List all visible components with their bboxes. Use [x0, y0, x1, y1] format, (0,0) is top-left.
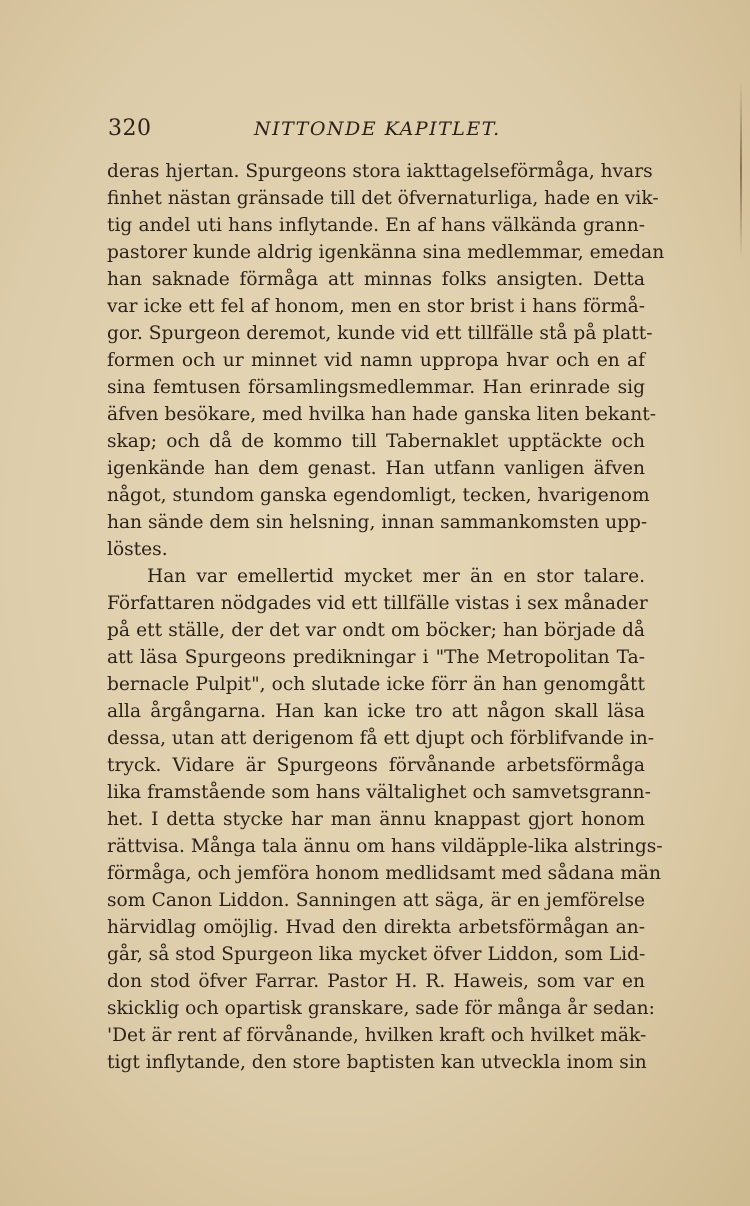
page-edge-shadow [740, 80, 742, 260]
page-header [108, 116, 648, 146]
text-line: något, stundom ganska egendomligt, tecken, hvarigenom [107, 485, 650, 506]
text-line: han saknade förmåga att minnas folks ansigten. Detta [107, 269, 645, 290]
body-text [107, 158, 665, 1076]
text-line: finhet nästan gränsade till det öfvernaturliga, hade en vik- [107, 188, 659, 209]
text-line: tryck. Vidare är Spurgeons förvånande arbetsförmåga [107, 755, 645, 776]
running-head: NITTONDE KAPITLET. [254, 118, 501, 140]
text-line: går, så stod Spurgeon lika mycket öfver Liddon, som Lid- [107, 944, 646, 965]
text-line: igenkände han dem genast. Han utfann vanligen äfven [107, 458, 645, 479]
text-line: het. I detta stycke har man ännu knappast gjort honom [107, 809, 645, 830]
text-line: Han var emellertid mycket mer än en stor talare. [147, 566, 645, 587]
text-line: tig andel uti hans inflytande. En af hans välkända grann- [107, 215, 645, 236]
text-line: tigt inflytande, den store baptisten kan utveckla inom sin [107, 1052, 647, 1073]
text-line: löstes. [107, 539, 168, 560]
text-line: att läsa Spurgeons predikningar i "The Metropolitan Ta- [107, 647, 645, 668]
text-line: härvidlag omöjlig. Hvad den direkta arbetsförmågan an- [107, 917, 645, 938]
text-line: Författaren nödgades vid ett tillfälle vistas i sex månader [107, 593, 648, 614]
text-line: förmåga, och jemföra honom medlidsamt med sådana män [107, 863, 661, 884]
text-line: don stod öfver Farrar. Pastor H. R. Haweis, som var en [107, 971, 645, 992]
text-line: som Canon Liddon. Sanningen att säga, är en jemförelse [107, 890, 645, 911]
text-line: han sände dem sin helsning, innan sammankomsten upp- [107, 512, 648, 533]
text-line: gor. Spurgeon deremot, kunde vid ett tillfälle stå på platt- [107, 323, 653, 344]
text-line: deras hjertan. Spurgeons stora iakttagelseförmåga, hvars [107, 161, 653, 182]
text-line: alla årgångarna. Han kan icke tro att någon skall läsa [107, 701, 645, 722]
text-line: sina femtusen församlingsmedlemmar. Han erinrade sig [107, 377, 645, 398]
page-number: 320 [108, 116, 152, 141]
text-line: rättvisa. Många tala ännu om hans vildäpple-lika alstrings- [107, 836, 663, 857]
text-line: 'Det är rent af förvånande, hvilken kraft och hvilket mäk- [107, 1025, 647, 1046]
text-line: bernacle Pulpit", och slutade icke förr än han genomgått [107, 674, 645, 695]
text-line: dessa, utan att derigenom få ett djupt och förblifvande in- [107, 728, 654, 749]
text-line: lika framstående som hans vältalighet och samvetsgrann- [107, 782, 651, 803]
text-line: äfven besökare, med hvilka han hade ganska liten bekant- [107, 404, 656, 425]
text-line: på ett ställe, der det var ondt om böcker; han började då [107, 620, 645, 641]
text-line: skicklig och opartisk granskare, sade för många år sedan: [107, 998, 655, 1019]
text-line: var icke ett fel af honom, men en stor brist i hans förmå- [107, 296, 645, 317]
text-line: skap; och då de kommo till Tabernaklet upptäckte och [107, 431, 645, 452]
text-line: pastorer kunde aldrig igenkänna sina medlemmar, emedan [107, 242, 665, 263]
text-line: formen och ur minnet vid namn uppropa hvar och en af [107, 350, 645, 371]
